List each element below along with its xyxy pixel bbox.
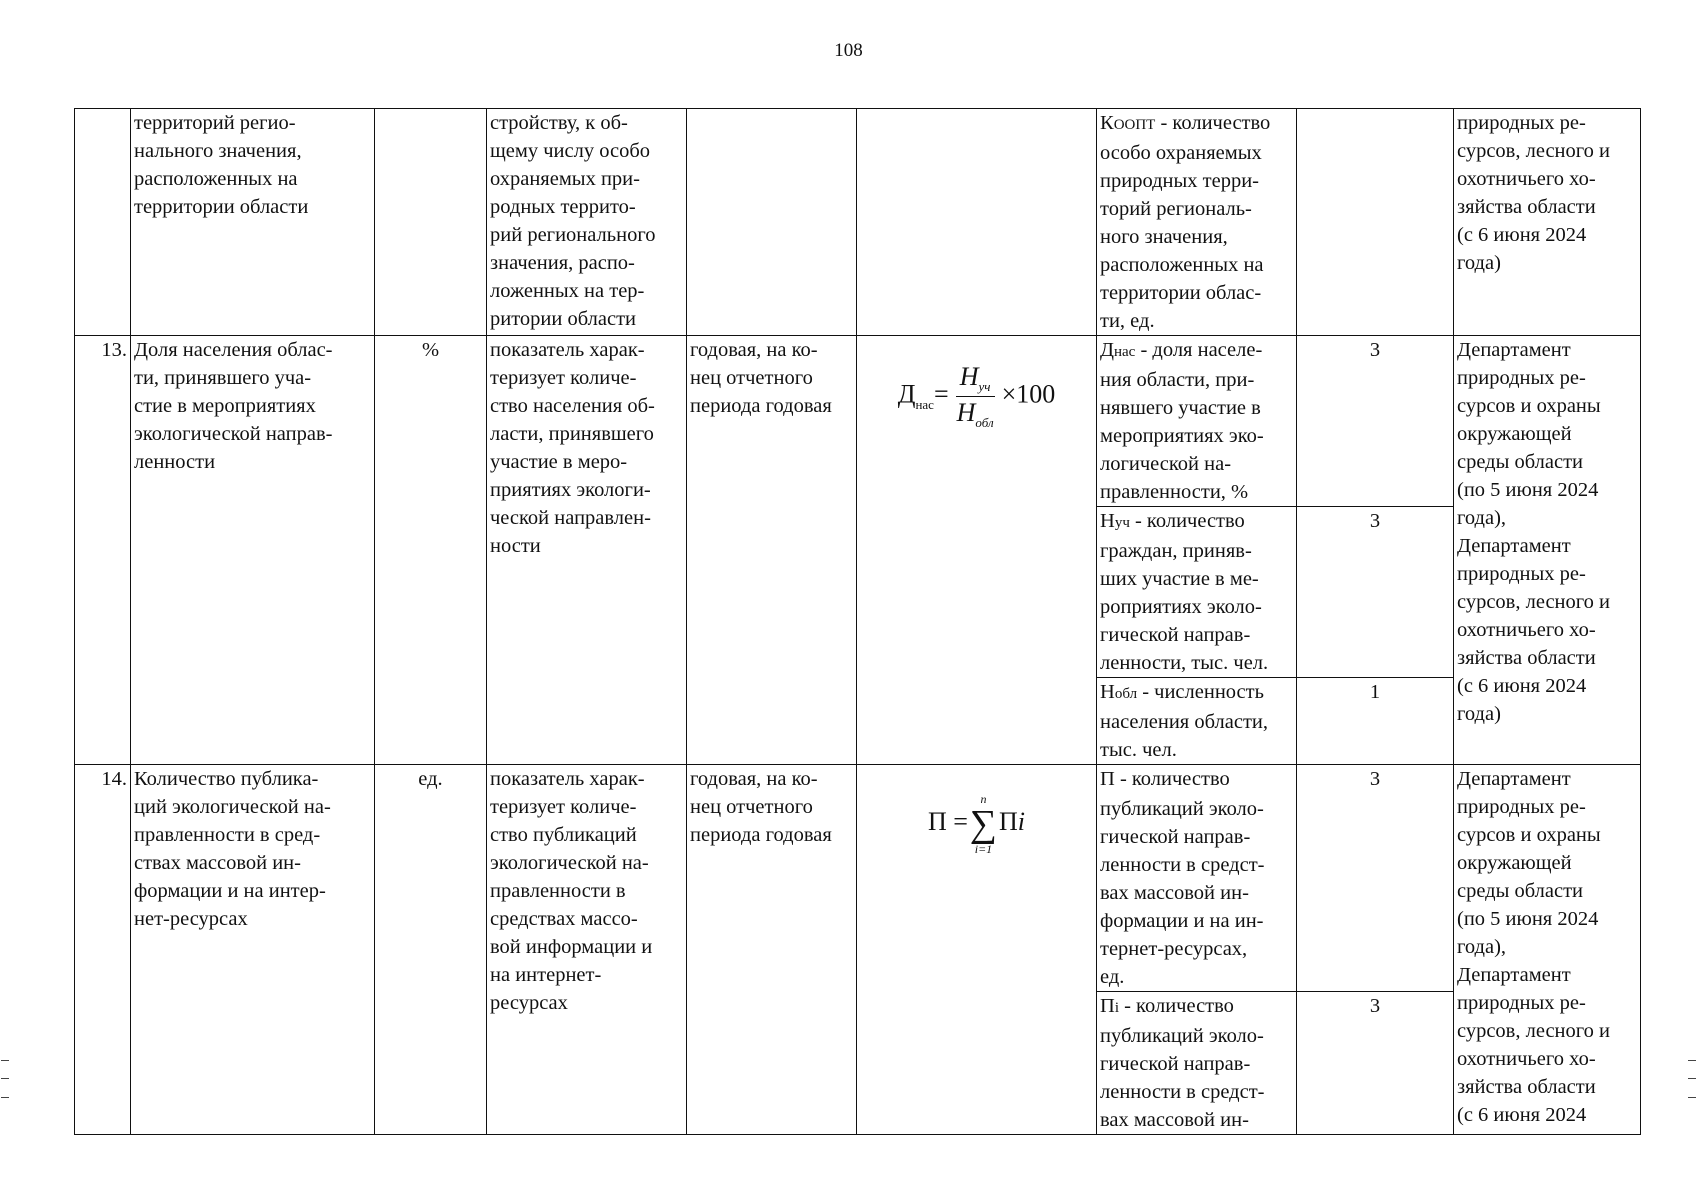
variable-text: - количество граждан, приняв- ших участие в ме- роприятиях эколо- гической направ- ленности, тыс. чел. — [1100, 510, 1269, 674]
variable-symbol: Н — [1100, 681, 1115, 703]
indicator-name: территорий регио- нального значения, расположенных на территории области — [131, 109, 375, 336]
variable-symbol: К — [1100, 112, 1114, 134]
data-source: 1 — [1297, 678, 1454, 765]
formula-multiplier: ×100 — [1001, 379, 1056, 409]
formula-fraction — [953, 364, 998, 429]
unit: % — [375, 336, 487, 765]
formula-rhs: П — [999, 806, 1018, 836]
responsible-body: Департамент природных ре- сурсов и охраны окружающей среды области (по 5 июня 2024 года), Департамент природных ре- сурсов, лесного и охотничьего хо- зяйства области (с 6 июня 2024 года) — [1454, 336, 1641, 765]
variable-symbol: П — [1100, 995, 1115, 1017]
summation-upper-limit: n — [980, 792, 987, 806]
variable-subscript: ООПТ — [1113, 117, 1156, 133]
formula-denominator: $Н_{обл}$ — [956, 398, 994, 431]
scan-margin-mark — [1, 1060, 9, 1098]
variable-subscript: уч — [1114, 515, 1130, 531]
table-row — [75, 109, 1641, 336]
table-row — [75, 336, 1641, 507]
formula — [857, 765, 1097, 1135]
formula — [857, 109, 1097, 336]
variable-text: - количество особо охраняемых природных терри- торий региональ- ного значения, расположенных на территории облас- ти, ед. — [1100, 112, 1271, 332]
data-source — [1297, 109, 1454, 336]
variable-text: - количество публикаций эколо- гической направ- ленности в средст- вах массовой ин- — [1100, 995, 1265, 1131]
formula-lhs: П = — [927, 806, 968, 836]
data-source: 3 — [1297, 992, 1454, 1135]
responsible-body: природных ре- сурсов, лесного и охотничьего хо- зяйства области (с 6 июня 2024 года) — [1454, 109, 1641, 336]
variable-subscript: i — [1114, 1000, 1119, 1016]
formula-expression: $Д_{нас}=$ $\frac{Н_{уч}}{Н_{обл}}$ ×100 — [897, 362, 1056, 431]
periodicity — [687, 109, 857, 336]
row-number: 13. — [75, 336, 131, 765]
variable-text: - доля населе- ния области, при- нявшего участие в мероприятиях эко- логической на- правленности, % — [1100, 339, 1264, 503]
variable-symbol: П — [1100, 768, 1115, 790]
variable-symbol: Д — [1100, 339, 1114, 361]
indicator-name: Количество публика- ций экологической на- правленности в сред- ствах массовой ин- формации и на интер- нет-ресурсах — [131, 765, 375, 1135]
variable-text: - количество публикаций эколо- гической направ- ленности в средст- вах массовой ин- формации и на ин- тернет-ресурсах, ед. — [1100, 768, 1265, 988]
page-number: 108 — [834, 40, 863, 61]
unit — [375, 109, 487, 336]
formula-lhs: Д — [897, 379, 916, 409]
row-number — [75, 109, 131, 336]
periodicity: годовая, на ко- нец отчетного периода годовая — [687, 765, 857, 1135]
variable-description — [1097, 109, 1297, 336]
indicator-description: показатель харак- теризует количе- ство публикаций экологической на- правленности в средствах массо- вой информации и на интернет- ресурсах — [487, 765, 687, 1135]
formula-lhs-subscript: нас — [915, 396, 934, 412]
indicator-description: показатель харак- теризует количе- ство населения об- ласти, принявшего участие в меро- приятиях экологи- ческой направлен- ности — [487, 336, 687, 765]
formula — [857, 336, 1097, 765]
variable-text: - численность населения области, тыс. чел. — [1100, 681, 1268, 761]
variable-subscript: нас — [1113, 344, 1136, 360]
formula-expression — [928, 793, 1025, 855]
variable-symbol: Н — [1100, 510, 1115, 532]
variable-description — [1097, 507, 1297, 678]
variable-description — [1097, 336, 1297, 507]
data-source: 3 — [1297, 507, 1454, 678]
variable-description — [1097, 992, 1297, 1135]
summation-lower-limit: i=1 — [974, 842, 993, 856]
periodicity: годовая, на ко- нец отчетного периода годовая — [687, 336, 857, 765]
formula-rhs-index: i — [1017, 806, 1026, 836]
summation-symbol — [970, 793, 997, 855]
sigma-glyph: ∑ — [969, 803, 998, 845]
variable-subscript: обл — [1114, 686, 1138, 702]
indicator-name: Доля населения облас- ти, принявшего уча- стие в мероприятиях экологической направ- ленности — [131, 336, 375, 765]
responsible-body: Департамент природных ре- сурсов и охраны окружающей среды области (по 5 июня 2024 года), Департамент природных ре- сурсов, лесного и охотничьего хо- зяйства области (с 6 июня 2024 — [1454, 765, 1641, 1135]
scan-margin-mark — [1688, 1060, 1696, 1098]
variable-description — [1097, 678, 1297, 765]
indicator-table — [74, 108, 1641, 1135]
row-number: 14. — [75, 765, 131, 1135]
table-row — [75, 765, 1641, 992]
data-source: 3 — [1297, 336, 1454, 507]
unit: ед. — [375, 765, 487, 1135]
variable-description — [1097, 765, 1297, 992]
formula-numerator: $Н_{уч}$ — [956, 364, 995, 397]
indicator-description: стройству, к об- щему числу особо охраняемых при- родных террито- рий регионального значения, распо- ложенных на тер- ритории области — [487, 109, 687, 336]
data-source: 3 — [1297, 765, 1454, 992]
